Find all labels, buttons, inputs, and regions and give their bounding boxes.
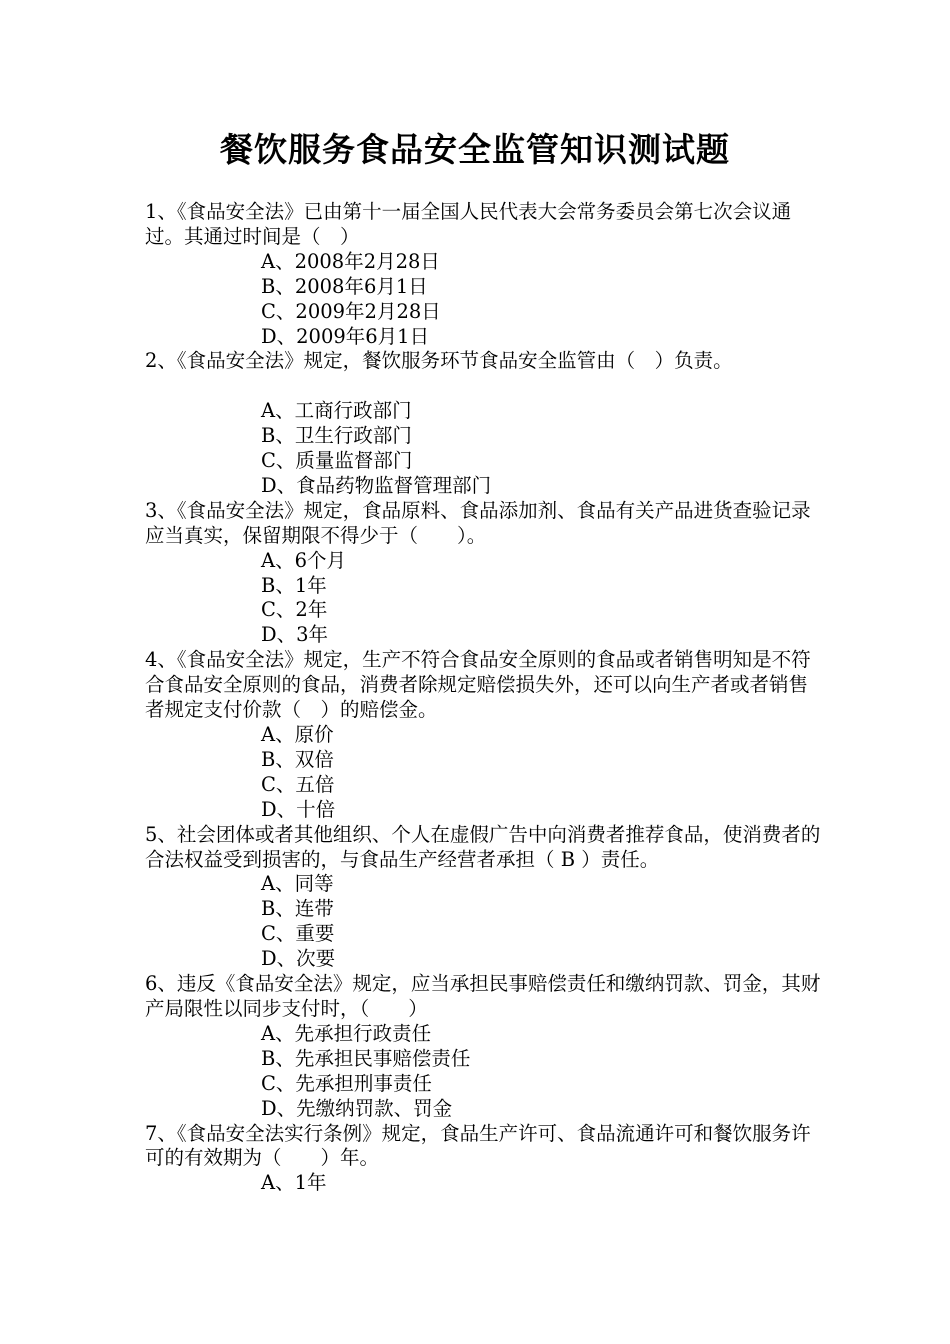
document-title: 餐饮服务食品安全监管知识测试题 bbox=[220, 130, 730, 169]
option-c: C、2009年2月28日 bbox=[261, 299, 441, 323]
option-c: C、先承担刑事责任 bbox=[261, 1071, 432, 1095]
option-d: D、2009年6月1日 bbox=[261, 324, 430, 348]
option-b: B、1年 bbox=[261, 573, 327, 597]
question-6 bbox=[145, 972, 825, 1121]
option-d: D、次要 bbox=[261, 947, 336, 971]
question-text: 1、《食品安全法》已由第十一届全国人民代表大会常务委员会第七次会议通过。其通过时间是（ ） bbox=[145, 200, 792, 248]
option-c: C、2年 bbox=[261, 598, 328, 622]
option-b: B、连带 bbox=[261, 897, 334, 921]
question-text: 4、《食品安全法》规定，生产不符合食品安全原则的食品或者销售明知是不符合食品安全原则的食品，消费者除规定赔偿损失外，还可以向生产者或者销售者规定支付价款（ ）的赔偿金。 bbox=[145, 648, 811, 722]
question-text: 2、《食品安全法》规定，餐饮服务环节食品安全监管由（ ）负责。 bbox=[145, 349, 733, 373]
option-b: B、卫生行政部门 bbox=[261, 424, 412, 448]
option-a: A、1年 bbox=[261, 1171, 327, 1195]
question-text: 3、《食品安全法》规定，食品原料、食品添加剂、食品有关产品进货查验记录应当真实，保留期限不得少于（ ）。 bbox=[145, 498, 811, 547]
option-a: A、先承担行政责任 bbox=[261, 1021, 432, 1045]
question-1 bbox=[145, 200, 825, 349]
option-a: A、2008年2月28日 bbox=[261, 249, 440, 273]
question-text: 5、社会团体或者其他组织、个人在虚假广告中向消费者推荐食品，使消费者的合法权益受到损害的，与食品生产经营者承担（ B ）责任。 bbox=[145, 822, 821, 871]
question-5 bbox=[145, 823, 825, 972]
option-a: A、同等 bbox=[261, 872, 334, 896]
question-list bbox=[145, 200, 825, 1196]
option-d: D、3年 bbox=[261, 623, 329, 647]
blank-line bbox=[145, 374, 825, 399]
option-c: C、五倍 bbox=[261, 772, 335, 796]
option-a: A、工商行政部门 bbox=[261, 399, 412, 423]
question-3 bbox=[145, 499, 825, 648]
option-d: D、先缴纳罚款、罚金 bbox=[261, 1096, 453, 1120]
option-b: B、2008年6月1日 bbox=[261, 274, 428, 298]
option-c: C、重要 bbox=[261, 922, 335, 946]
option-d: D、食品药物监督管理部门 bbox=[261, 473, 492, 497]
option-a: A、原价 bbox=[261, 723, 334, 747]
option-c: C、质量监督部门 bbox=[261, 449, 413, 473]
question-2 bbox=[145, 349, 825, 498]
option-b: B、先承担民事赔偿责任 bbox=[261, 1046, 471, 1070]
question-7 bbox=[145, 1122, 825, 1197]
question-4 bbox=[145, 648, 825, 822]
option-d: D、十倍 bbox=[261, 797, 336, 821]
question-text: 7、《食品安全法实行条例》规定，食品生产许可、食品流通许可和餐饮服务许可的有效期为（ ）年。 bbox=[145, 1121, 811, 1170]
question-text: 6、违反《食品安全法》规定，应当承担民事赔偿责任和缴纳罚款、罚金，其财产局限性以同步支付时，（ ） bbox=[145, 972, 821, 1020]
option-b: B、双倍 bbox=[261, 747, 334, 771]
option-a: A、6个月 bbox=[261, 548, 346, 572]
